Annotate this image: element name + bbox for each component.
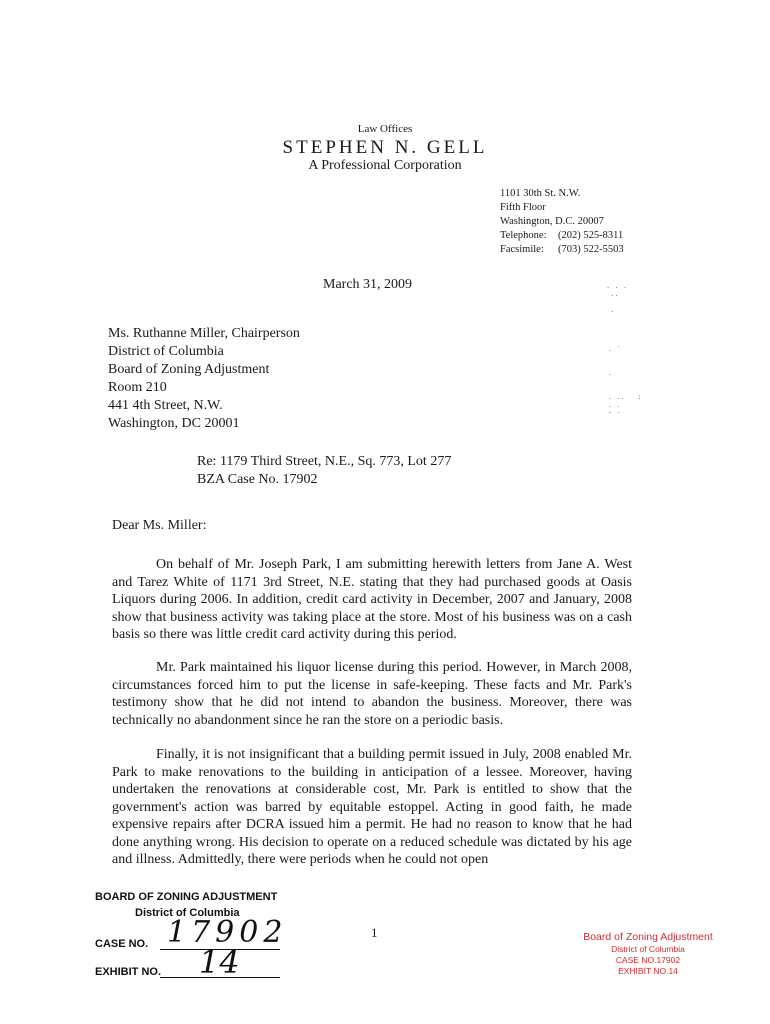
- recipient-line: Board of Zoning Adjustment: [108, 362, 270, 377]
- address-line: 1101 30th St. N.W.: [500, 188, 581, 199]
- page-number: 1: [371, 925, 378, 940]
- recipient-line: District of Columbia: [108, 344, 224, 359]
- red-stamp-line: District of Columbia: [611, 944, 685, 954]
- letterhead-address-block: [500, 187, 624, 257]
- address-line: Fifth Floor: [500, 202, 546, 213]
- red-case-stamp: [573, 931, 723, 977]
- body-paragraph: Mr. Park maintained his liquor license during this period. However, in March 2008, circumstances forced him to put the license in safe-keeping. These facts and Mr. Park's testimony show that he did not intend to abandon the business. Moreover, there was technically no abandonment since he ran the store on a periodic basis.: [112, 660, 632, 728]
- recipient-line: Washington, DC 20001: [108, 416, 240, 431]
- facsimile-value: (703) 522-5503: [558, 244, 624, 255]
- stamp-subtitle: District of Columbia: [135, 907, 240, 919]
- recipient-line: Room 210: [108, 380, 167, 395]
- body-paragraph: On behalf of Mr. Joseph Park, I am submitting herewith letters from Jane A. West and Tarez White of 1171 3rd Street, N.E. stating that they had purchased goods at Oasis Liquors during 2006. In addition, credit card activity in December, 2007 and January, 2008 show that business activity was taking place at the store. Most of his business was on a cash basis so there was little credit card activity during this period.: [112, 557, 632, 642]
- reference-line: Re: 1179 Third Street, N.E., Sq. 773, Lot 277: [197, 454, 452, 469]
- letter-date: March 31, 2009: [323, 277, 413, 292]
- reference-case: BZA Case No. 17902: [197, 472, 318, 487]
- red-stamp-line: CASE NO.17902: [615, 955, 681, 965]
- stamp-exhibit-handwritten: 14: [199, 943, 240, 981]
- address-line: Washington, D.C. 20007: [500, 216, 604, 227]
- stamp-case-handwritten: 17902: [167, 915, 288, 950]
- telephone-value: (202) 525-8311: [558, 230, 624, 241]
- scan-artifact: . ′ . . .. : . . - -: [608, 345, 642, 417]
- red-stamp-line: EXHIBIT NO.14: [618, 966, 678, 976]
- stamp-title: BOARD OF ZONING ADJUSTMENT: [95, 891, 278, 903]
- recipient-block: [108, 325, 300, 433]
- letterhead-corporation: A Professional Corporation: [308, 158, 462, 173]
- stamp-case-label: CASE NO.: [95, 938, 149, 950]
- scan-artifact: . . . .. .: [606, 282, 628, 314]
- facsimile-label: Facsimile:: [500, 244, 544, 255]
- recipient-line: 441 4th Street, N.W.: [108, 398, 223, 413]
- letterhead-firm-name: STEPHEN N. GELL: [282, 137, 488, 158]
- recipient-line: Ms. Ruthanne Miller, Chairperson: [108, 326, 300, 341]
- letterhead-kicker: Law Offices: [357, 123, 413, 135]
- telephone-label: Telephone:: [500, 230, 547, 241]
- red-stamp-line: Board of Zoning Adjustment: [583, 931, 713, 943]
- salutation: Dear Ms. Miller:: [112, 518, 207, 533]
- facsimile-row: [500, 243, 624, 257]
- reference-block: [197, 453, 451, 489]
- telephone-row: [500, 229, 624, 243]
- body-paragraph: Finally, it is not insignificant that a building permit issued in July, 2008 enabled Mr. Park to make renovations to the building in anticipation of a lessee. Moreover, having undertaken the renovations at considerable cost, Mr. Park is entitled to show that the government's action was barred by equitable estoppel. Acting in good faith, he made expensive repairs after DCRA issued him a permit. He had no reason to know that he had done anything wrong. His decision to operate on a reduced schedule was dictated by his age and illness. Admittedly, there were periods when he could not open: [112, 747, 632, 867]
- stamp-exhibit-label: EXHIBIT NO.: [95, 966, 162, 978]
